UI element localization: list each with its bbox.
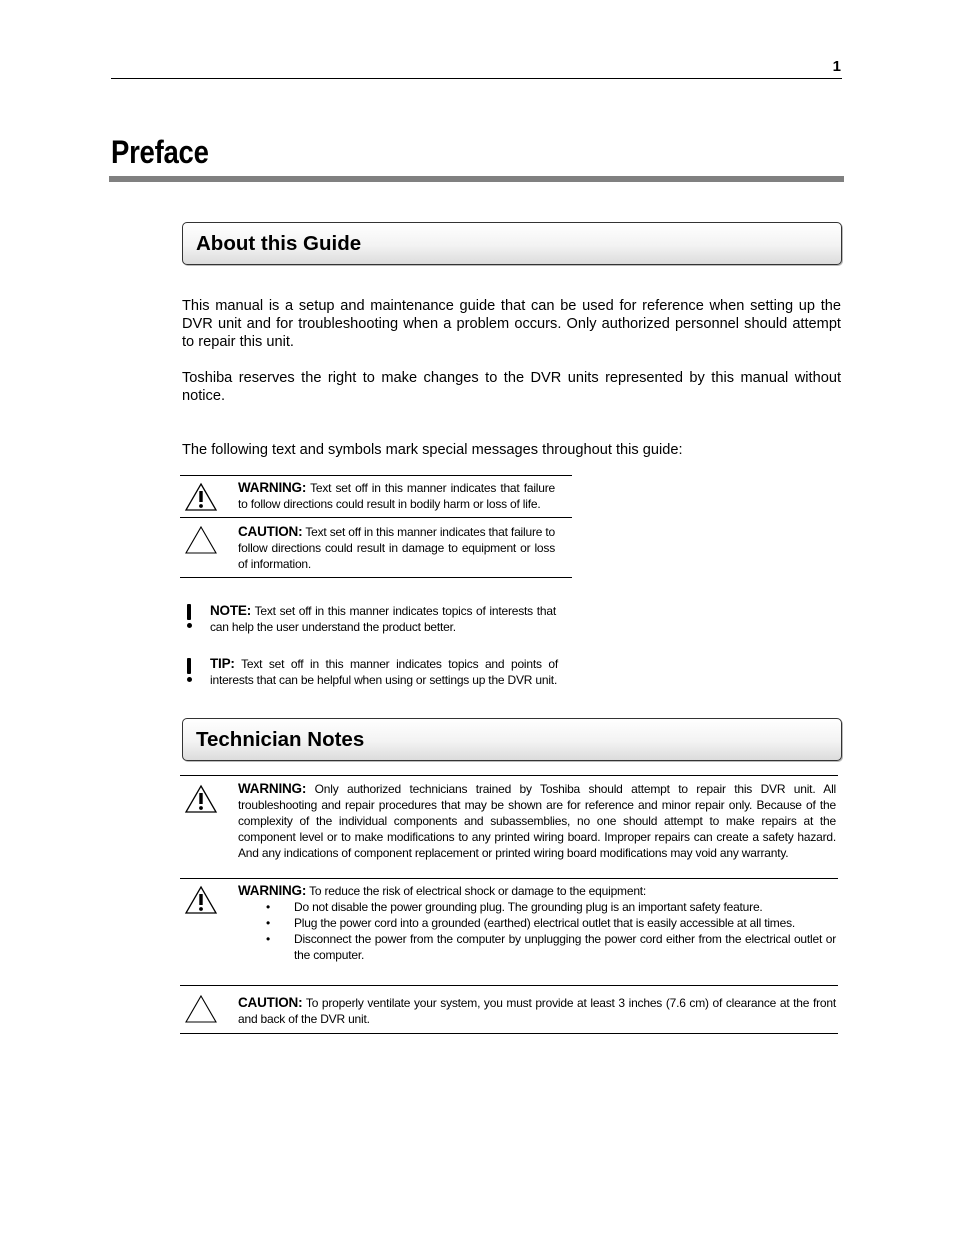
tech-warning-1-label: WARNING: — [238, 781, 307, 796]
section-about-header — [182, 222, 842, 265]
legend-note-body: Text set off in this manner indicates topics of interests that can help the user understand the product better. — [210, 604, 556, 634]
legend-tip-label: TIP: — [210, 656, 235, 671]
tech-caution-text — [238, 995, 836, 1027]
page-number: 1 — [832, 58, 841, 75]
about-paragraph-3: The following text and symbols mark special messages throughout this guide: — [182, 442, 683, 458]
legend-caution-text — [238, 524, 555, 572]
legend-warning-row — [180, 475, 572, 518]
caution-triangle-icon — [184, 525, 218, 555]
about-paragraph-2: Toshiba reserves the right to make changes to the DVR units represented by this manual without notice. — [182, 370, 841, 404]
caution-triangle-icon — [184, 994, 218, 1024]
legend-tip-body: Text set off in this manner indicates topics and points of interests that can be helpful when using or settings up the DVR unit. — [210, 657, 558, 687]
tech-warning-2-bullet-list — [238, 899, 836, 963]
section-technician-title: Technician Notes — [196, 728, 365, 751]
about-paragraph-1: This manual is a setup and maintenance guide that can be used for reference when setting up the DVR unit and for troubleshooting when a problem occurs. Only authorized personnel should attempt to repair this unit. — [182, 298, 841, 350]
legend-caution-body: Text set off in this manner indicates that failure to follow directions could result in damage to equipment or loss of information. — [238, 525, 555, 571]
tech-warning-row-1 — [180, 775, 838, 879]
list-item: • Plug the power cord into a grounded (earthed) electrical outlet that is easily accessible at all times. — [238, 915, 836, 931]
tech-warning-2-label: WARNING: — [238, 883, 307, 898]
legend-note-label: NOTE: — [210, 603, 251, 618]
tech-warning-2-text — [238, 883, 836, 963]
chapter-rule — [109, 176, 844, 182]
legend-warning-body: Text set off in this manner indicates that failure to follow directions could result in bodily harm or loss of life. — [238, 481, 555, 511]
tech-warning-2-body: To reduce the risk of electrical shock or damage to the equipment: — [306, 884, 647, 898]
warning-triangle-icon — [184, 784, 218, 814]
tech-caution-body: To properly ventilate your system, you must provide at least 3 inches (7.6 cm) of clearance at the front and back of the DVR unit. — [238, 996, 836, 1026]
legend-warning-text — [238, 480, 555, 512]
tech-caution-label: CAUTION: — [238, 995, 303, 1010]
warning-triangle-icon — [184, 885, 218, 915]
exclamation-icon — [184, 658, 196, 684]
legend-warning-label: WARNING: — [238, 480, 307, 495]
header-rule — [111, 78, 842, 79]
legend-caution-label: CAUTION: — [238, 524, 303, 539]
tech-warning-1-text — [238, 781, 836, 861]
legend-tip-text — [210, 656, 558, 688]
legend-caution-row — [180, 517, 572, 578]
list-item: • Do not disable the power grounding plug. The grounding plug is an important safety feature. — [238, 899, 836, 915]
tech-warning-row-2 — [180, 878, 838, 986]
tech-warning-1-body: Only authorized technicians trained by Toshiba should attempt to repair this DVR unit. All troubleshooting and repair procedures that may be shown are for reference and minor repair only. Because of the complexity of the individual components and subassemblies, no one should attempt to make repairs at the component level or to make modifications to any printed wiring board. Improper repairs can create a safety hazard. And any indications of component replacement or printed wiring board modifications may void any warranty. — [238, 782, 836, 860]
legend-note-text — [210, 603, 556, 635]
warning-triangle-icon — [184, 482, 218, 512]
list-item: • Disconnect the power from the computer by unplugging the power cord either from the electrical outlet or the computer. — [238, 931, 836, 963]
section-technician-header — [182, 718, 842, 761]
chapter-title: Preface — [111, 134, 209, 170]
exclamation-icon — [184, 604, 196, 630]
tech-caution-row — [180, 985, 838, 1034]
section-about-title: About this Guide — [196, 232, 362, 255]
